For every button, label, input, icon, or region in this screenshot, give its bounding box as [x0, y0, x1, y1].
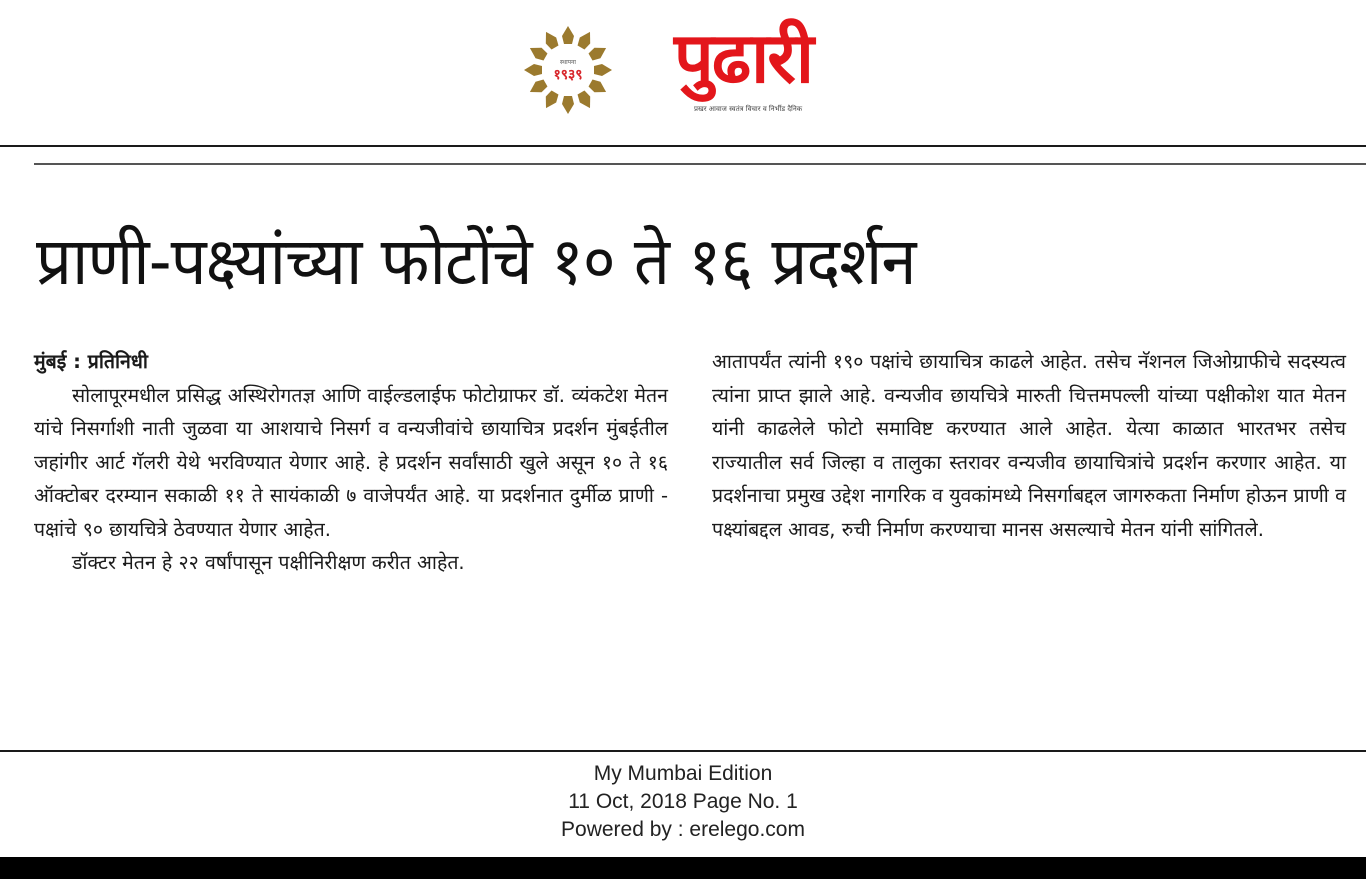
top-divider: [0, 145, 1366, 147]
edition-name: My Mumbai Edition: [593, 762, 773, 785]
brand-name: पुढारी: [673, 17, 813, 99]
bottom-divider: [0, 750, 1366, 752]
article-paragraph: डॉक्टर मेतन हे २२ वर्षांपासून पक्षीनिरीक्षण करीत आहेत.: [72, 551, 465, 574]
bottom-black-bar: [0, 857, 1366, 879]
edition-date-page: 11 Oct, 2018 Page No. 1: [568, 790, 798, 813]
article-column-right: [712, 345, 1346, 546]
svg-text:१९३९: १९३९: [553, 67, 583, 83]
article-paragraph: आतापर्यंत त्यांनी १९० पक्षांचे छायाचित्र काढले आहेत. तसेच नॅशनल जिओग्राफीचे सदस्यत्व त्यांना प्राप्त झाले आहे. वन्यजीव छायचित्रे मारुती चित्तमपल्ली यांच्या पक्षीकोश यात मेतन यांनी काढलेले फोटो समाविष्ट करण्यात आले आहेत. येत्या काळात भारतभर तसेच राज्यातील सर्व जिल्हा व तालुका स्तरावर वन्यजीव छायाचित्रांचे प्रदर्शन करणार आहेत. या प्रदर्शनाचा प्रमुख उद्देश नागरिक व युवकांमध्ये निसर्गाबद्दल जागरुकता निर्माण होऊन प्राणी व पक्ष्यांबद्दल आवड, रुची निर्माण करण्याचा मानस असल्याचे मेतन यांनी सांगितले.: [712, 350, 1346, 541]
brand-logo: [636, 17, 850, 118]
powered-by-text: Powered by : erelego.com: [561, 818, 805, 841]
article-paragraph: सोलापूरमधील प्रसिद्ध अस्थिरोगतज्ञ आणि वाईल्डलाईफ फोटोग्राफर डॉ. व्यंकटेश मेतन यांचे निसर्गाशी नाती जुळवा या आशयाचे निसर्ग व वन्यजीवांचे छायाचित्र प्रदर्शन मुंबईतील जहांगीर आर्ट गॅलरी येथे भरविण्यात येणार आहे. हे प्रदर्शन सर्वांसाठी खुले असून १० ते १६ ऑक्टोबर दरम्यान सकाळी ११ ते सायंकाळी ७ वाजेपर्यंत आहे. या प्रदर्शनात दुर्मीळ प्राणी - पक्षांचे ९० छायचित्रे ठेवण्यात येणार आहेत.: [34, 383, 668, 541]
article-headline: प्राणी-पक्ष्यांच्या फोटोंचे १० ते १६ प्रदर्शन: [36, 223, 916, 300]
pen-nib-sunburst-emblem-icon: [522, 24, 614, 116]
article-byline: मुंबई : प्रतिनिधी: [34, 350, 148, 373]
edition-footer: [0, 760, 1366, 844]
brand-tagline: प्रखर आवाज स्वतंत्र विचार व निर्भीड दैनिक: [694, 105, 803, 113]
headline-divider: [34, 163, 1366, 165]
masthead: [0, 0, 1366, 146]
svg-text:स्थापना: स्थापना: [560, 59, 576, 66]
article-column-left: [34, 345, 668, 580]
